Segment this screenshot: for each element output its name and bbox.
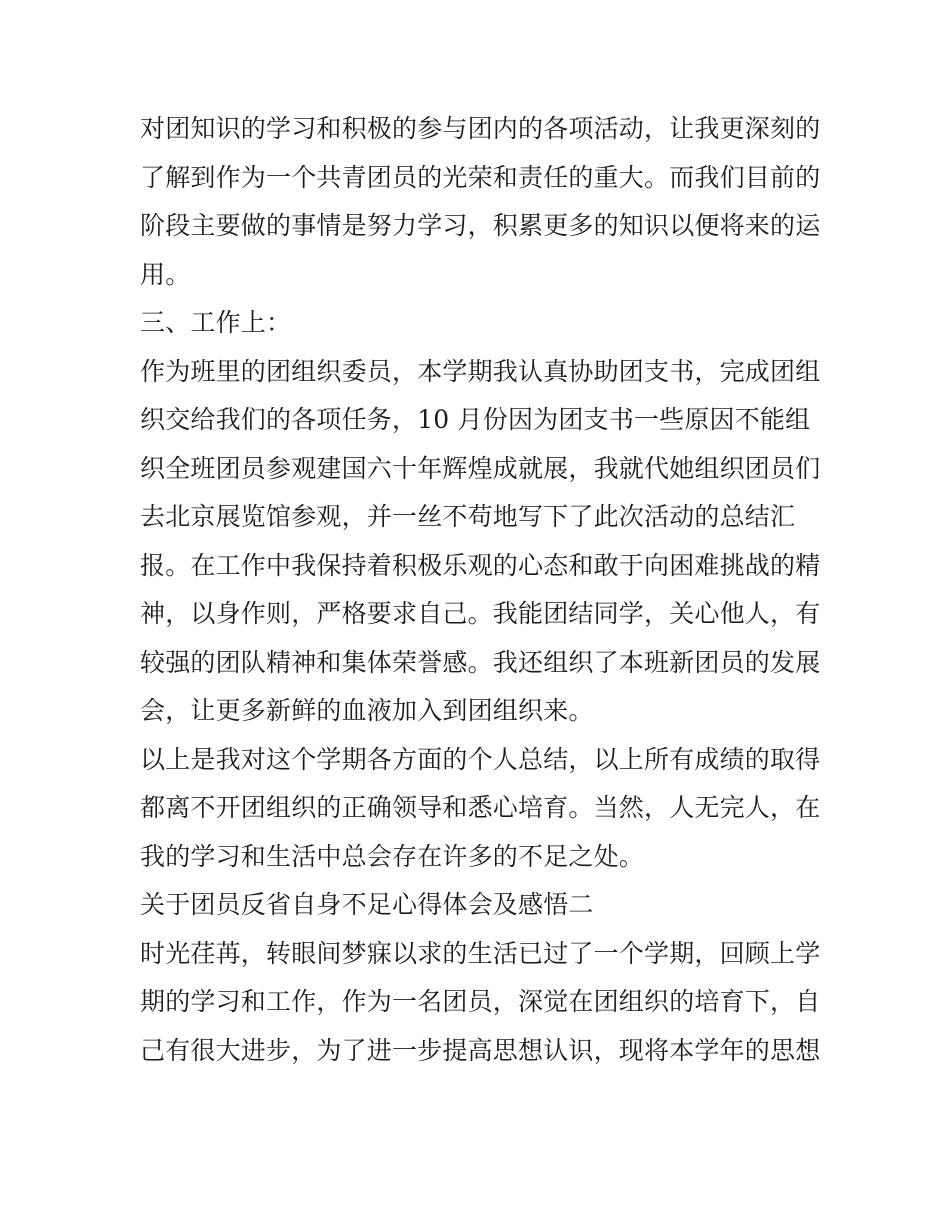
text-line: 都离不开团组织的正确领导和悉心培育。当然，人无完人，在 bbox=[140, 793, 821, 822]
text-line: 己有很大进步，为了进一步提高思想认识，现将本学年的思想 bbox=[140, 1035, 821, 1065]
text-line: 神，以身作则，严格要求自己。我能团结同学，关心他人，有 bbox=[140, 599, 821, 628]
text-line: 阶段主要做的事情是努力学习，积累更多的知识以便将来的运 bbox=[140, 211, 821, 240]
text-line: 期的学习和工作，作为一名团员，深觉在团组织的培育下，自 bbox=[140, 987, 821, 1016]
text-line: 报。在工作中我保持着积极乐观的心态和敢于向困难挑战的精 bbox=[140, 550, 821, 580]
text-line: 作为班里的团组织委员，本学期我认真协助团支书，完成团组 bbox=[140, 356, 821, 386]
text-line: 对团知识的学习和积极的参与团内的各项活动，让我更深刻的 bbox=[140, 114, 821, 143]
text-line: 织交给我们的各项任务，10 月份因为团支书一些原因不能组 bbox=[140, 405, 811, 434]
document-body bbox=[140, 105, 820, 1075]
text-line: 较强的团队精神和集体荣誉感。我还组织了本班新团员的发展 bbox=[140, 647, 821, 677]
text-line: 我的学习和生活中总会存在许多的不足之处。 bbox=[140, 841, 645, 871]
text-line: 了解到作为一个共青团员的光荣和责任的重大。而我们目前的 bbox=[140, 162, 821, 192]
section-title: 关于团员反省自身不足心得体会及感悟二 bbox=[140, 890, 594, 919]
text-line: 时光荏苒，转眼间梦寐以求的生活已过了一个学期，回顾上学 bbox=[140, 938, 821, 968]
text-line: 以上是我对这个学期各方面的个人总结，以上所有成绩的取得 bbox=[140, 744, 821, 774]
text-line: 会，让更多新鲜的血液加入到团组织来。 bbox=[140, 696, 594, 725]
text-line: 去北京展览馆参观，并一丝不苟地写下了此次活动的总结汇 bbox=[140, 502, 796, 531]
text-line: 用。 bbox=[140, 259, 191, 289]
text-line: 织全班团员参观建国六十年辉煌成就展，我就代她组织团员们 bbox=[140, 453, 821, 483]
section-heading: 三、工作上： bbox=[140, 308, 292, 337]
